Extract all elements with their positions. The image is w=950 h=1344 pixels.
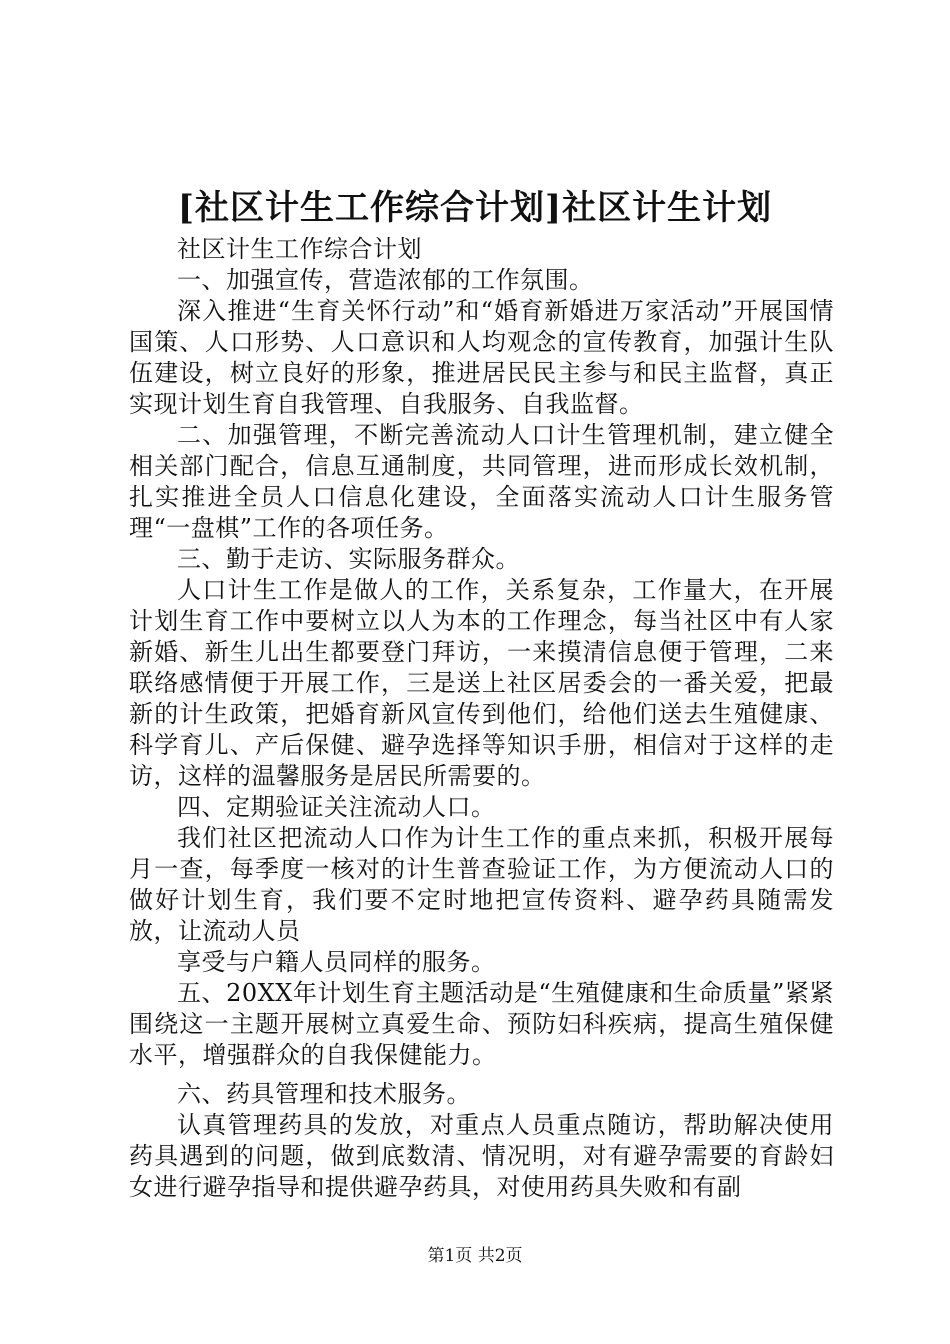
paragraph-contraceptive-management: 认真管理药具的发放，对重点人员重点随访，帮助解决使用药具遇到的问题，做到底数清、情况明，对有避孕需要的育龄妇女进行避孕指导和提供避孕药具，对使用药具失败和有副 bbox=[129, 1111, 834, 1201]
page-number-footer: 第1页 共2页 bbox=[427, 1246, 523, 1266]
document-body bbox=[129, 234, 834, 1203]
paragraph-publicity: 深入推进“生育关怀行动”和“婚育新婚进万家活动”开展国情国策、人口形势、人口意识和人均观念的宣传教育，加强计生队伍建设，树立良好的形象，推进居民民主参与和民主监督，真正实现计划生育自我管理、自我服务、自我监督。 bbox=[129, 297, 834, 418]
paragraph-heading-1: 一、加强宣传，营造浓郁的工作氛围。 bbox=[177, 266, 594, 294]
paragraph-visits: 人口计生工作是做人的工作，关系复杂，工作量大，在开展计划生育工作中要树立以人为本的工作理念，每当社区中有人家新婚、新生儿出生都要登门拜访，一来摸清信息便于管理，二来联络感情便于开展工作，三是送上社区居委会的一番关爱，把最新的计生政策，把婚育新风宣传到他们，给他们送去生殖健康、科学育儿、产后保健、避孕选择等知识手册，相信对于这样的走访，这样的温馨服务是居民所需要的。 bbox=[129, 576, 834, 790]
paragraph-heading-2: 二、加强管理，不断完善流动人口计生管理机制，建立健全相关部门配合，信息互通制度，共同管理，进而形成长效机制，扎实推进全员人口信息化建设，全面落实流动人口计生服务管理“一盘棋”工作的各项任务。 bbox=[129, 421, 834, 542]
paragraph-floating-population: 我们社区把流动人口作为计生工作的重点来抓，积极开展每月一查，每季度一核对的计生普查验证工作，为方便流动人口的做好计划生育，我们要不定时地把宣传资料、避孕药具随需发放，让流动人员 bbox=[129, 824, 834, 945]
paragraph-heading-5: 五、20XX年计划生育主题活动是“生殖健康和生命质量”紧紧围绕这一主题开展树立真爱生命、预防妇科疾病，提高生殖保健水平，增强群众的自我保健能力。 bbox=[129, 979, 834, 1069]
paragraph-heading-3: 三、勤于走访、实际服务群众。 bbox=[177, 545, 520, 573]
paragraph-heading-6: 六、药具管理和技术服务。 bbox=[177, 1080, 471, 1108]
paragraph-equal-service: 享受与户籍人员同样的服务。 bbox=[177, 948, 496, 976]
paragraph-heading-4: 四、定期验证关注流动人口。 bbox=[177, 793, 496, 821]
paragraph-subtitle: 社区计生工作综合计划 bbox=[177, 235, 422, 263]
document-title: [社区计生工作综合计划]社区计生计划 bbox=[177, 188, 773, 228]
